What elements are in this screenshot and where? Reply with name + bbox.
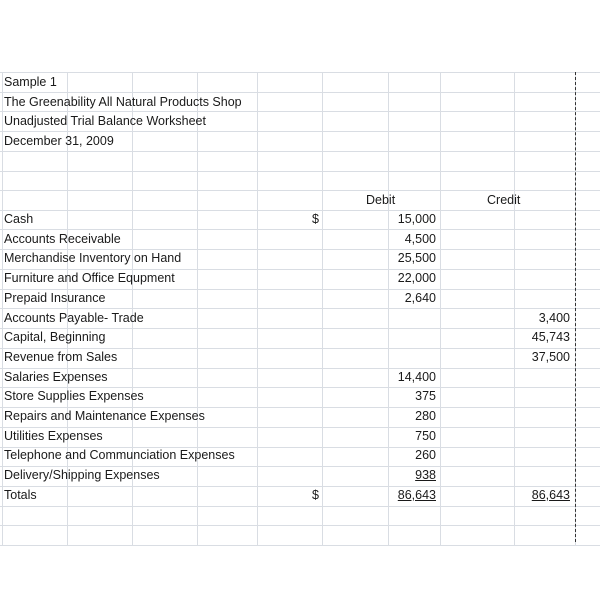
debit-value[interactable]: 25,500	[397, 251, 436, 265]
account-label[interactable]: Prepaid Insurance	[4, 291, 106, 305]
account-label[interactable]: Capital, Beginning	[4, 330, 106, 344]
grid-col-line	[257, 72, 258, 545]
debit-value[interactable]: 280	[415, 409, 436, 423]
title-sample[interactable]: Sample 1	[4, 75, 57, 89]
grid-row-line	[0, 506, 600, 507]
title-company[interactable]: The Greenability All Natural Products Shop	[4, 95, 242, 109]
grid-col-line	[2, 72, 3, 545]
account-label[interactable]: Repairs and Maintenance Expenses	[4, 409, 205, 423]
title-date[interactable]: December 31, 2009	[4, 134, 114, 148]
debit-value[interactable]: 4,500	[404, 232, 436, 246]
account-label[interactable]: Store Supplies Expenses	[4, 389, 144, 403]
account-label[interactable]: Utilities Expenses	[4, 429, 103, 443]
account-label[interactable]: Salaries Expenses	[4, 370, 108, 384]
debit-value[interactable]: 86,643	[397, 488, 436, 502]
grid-row-line	[0, 171, 600, 172]
debit-value[interactable]: 938	[415, 468, 436, 482]
debit-value[interactable]: 14,400	[397, 370, 436, 384]
grid-col-line	[322, 72, 323, 545]
page-break-line	[575, 72, 576, 542]
header-credit[interactable]: Credit	[487, 193, 521, 207]
debit-value[interactable]: 15,000	[397, 212, 436, 226]
account-label[interactable]: Furniture and Office Equpment	[4, 271, 175, 285]
grid-row-line	[0, 151, 600, 152]
account-label[interactable]: Accounts Payable- Trade	[4, 311, 144, 325]
debit-value[interactable]: 2,640	[404, 291, 436, 305]
debit-value[interactable]: 375	[415, 389, 436, 403]
account-label[interactable]: Merchandise Inventory on Hand	[4, 251, 182, 265]
currency-symbol[interactable]: $	[312, 488, 319, 502]
account-label[interactable]: Telephone and Communciation Expenses	[4, 448, 235, 462]
currency-symbol[interactable]: $	[312, 212, 319, 226]
grid-row-line	[0, 525, 600, 526]
grid-row-line	[0, 545, 600, 546]
debit-value[interactable]: 260	[415, 448, 436, 462]
credit-value[interactable]: 37,500	[531, 350, 570, 364]
grid-row-line	[0, 210, 600, 211]
credit-value[interactable]: 45,743	[531, 330, 570, 344]
account-label[interactable]: Totals	[4, 488, 37, 502]
debit-value[interactable]: 750	[415, 429, 436, 443]
grid-row-line	[0, 72, 600, 73]
title-report[interactable]: Unadjusted Trial Balance Worksheet	[4, 114, 206, 128]
account-label[interactable]: Accounts Receivable	[4, 232, 121, 246]
grid-col-line	[197, 72, 198, 545]
account-label[interactable]: Delivery/Shipping Expenses	[4, 468, 160, 482]
header-debit[interactable]: Debit	[366, 193, 396, 207]
credit-value[interactable]: 86,643	[531, 488, 570, 502]
debit-value[interactable]: 22,000	[397, 271, 436, 285]
credit-value[interactable]: 3,400	[538, 311, 570, 325]
account-label[interactable]: Revenue from Sales	[4, 350, 118, 364]
grid-col-line	[440, 72, 441, 545]
account-label[interactable]: Cash	[4, 212, 34, 226]
